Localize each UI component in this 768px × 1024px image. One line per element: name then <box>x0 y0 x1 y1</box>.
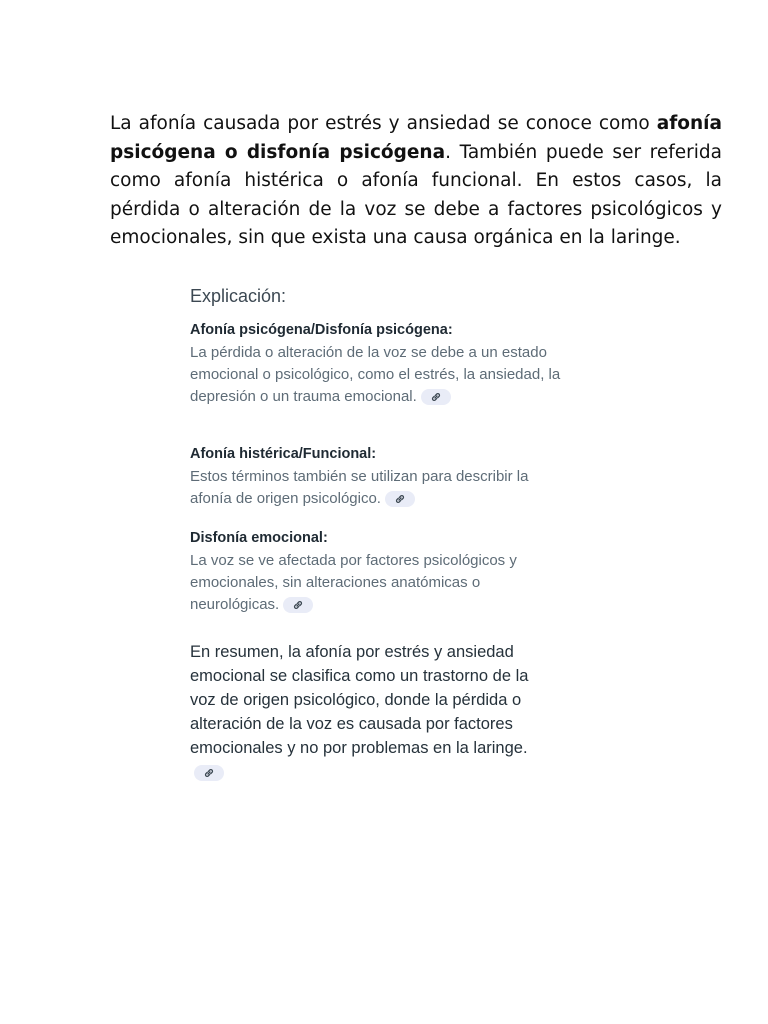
section-title: Afonía psicógena/Disfonía psicógena: <box>190 322 453 338</box>
intro-bold-term: afonía psicógena o disfonía psicógena <box>110 113 722 163</box>
link-icon <box>292 599 304 611</box>
section-body <box>190 550 562 616</box>
section-body <box>190 466 562 510</box>
explanation-panel <box>190 280 590 784</box>
intro-text-end: . También puede ser referida como afonía histérica o afonía funcional. En estos casos, la pérdida o alteración de la voz se debe a factores psicológicos y emocionales, sin que exista una causa orgánica en la laringe. <box>110 141 722 248</box>
section-disfonia-emocional <box>190 528 590 640</box>
intro-text-start: La afonía causada por estrés y ansiedad se conoce como <box>110 113 657 134</box>
source-link-chip[interactable] <box>283 597 313 613</box>
source-link-chip[interactable] <box>421 389 451 405</box>
section-title: Afonía histérica/Funcional: <box>190 446 377 462</box>
link-icon <box>203 767 215 779</box>
section-body-text: La pérdida o alteración de la voz se debe a un estado emocional o psicológico, como el estrés, la ansiedad, la depresión o un trauma emocional. <box>190 344 561 405</box>
intro-paragraph <box>110 110 722 253</box>
source-link-chip[interactable] <box>385 491 415 507</box>
summary-paragraph <box>190 640 558 784</box>
explanation-heading: Explicación: <box>190 286 287 306</box>
link-icon <box>430 391 442 403</box>
section-body-text: La voz se ve afectada por factores psicológicos y emocionales, sin alteraciones anatómicas o neurológicas. <box>190 552 517 613</box>
source-link-chip[interactable] <box>194 765 224 781</box>
section-title: Disfonía emocional: <box>190 530 328 546</box>
summary-text: En resumen, la afonía por estrés y ansiedad emocional se clasifica como un trastorno de la voz de origen psicológico, donde la pérdida o alteración de la voz es causada por factores emocionales y no por problemas en la laringe. <box>190 643 529 757</box>
section-body <box>190 342 562 408</box>
link-icon <box>394 493 406 505</box>
section-afonia-histerica <box>190 444 590 528</box>
section-afonia-psicogena <box>190 320 590 444</box>
section-body-text: Estos términos también se utilizan para describir la afonía de origen psicológico. <box>190 468 529 507</box>
